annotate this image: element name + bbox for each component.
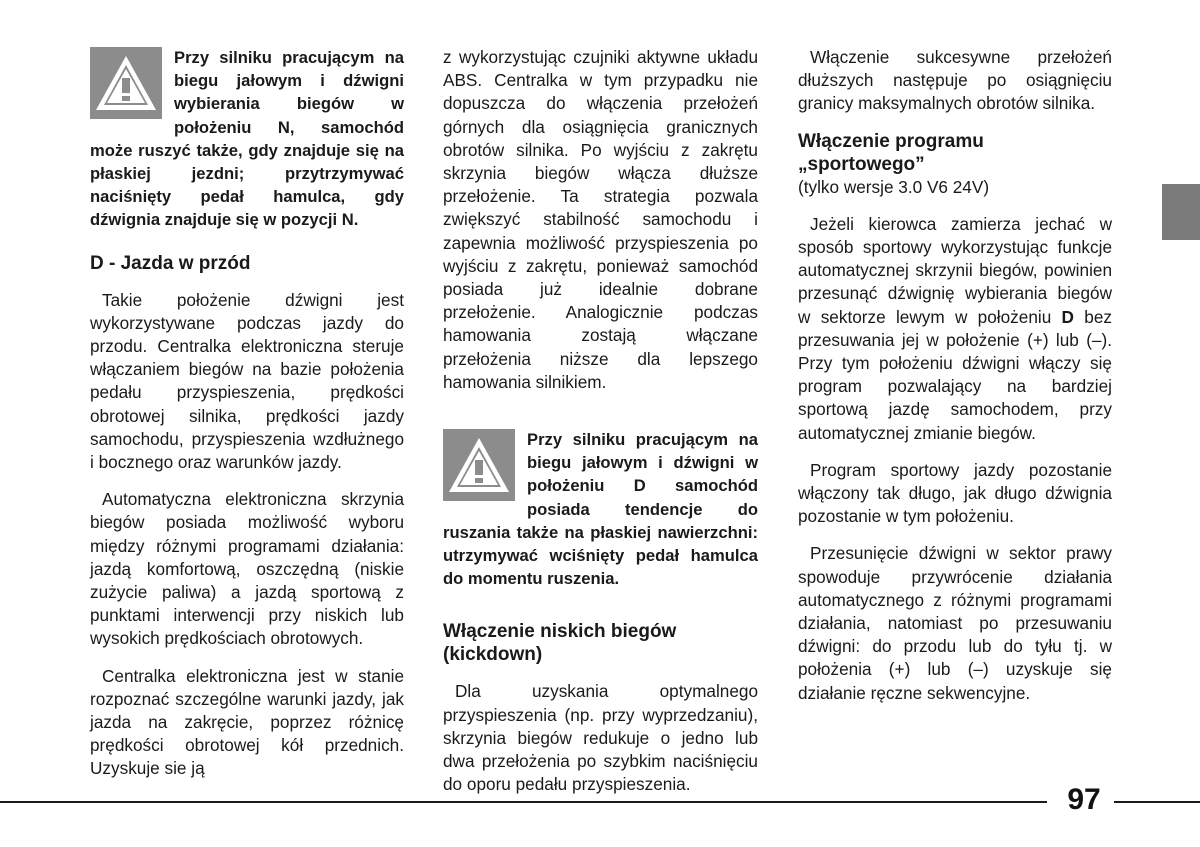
warning-block: [443, 428, 758, 590]
warning-text: Przy silniku pracującym na biegu jałowym i dźwigni wybierania biegów w położeniu N, samochód może ruszyć także, gdy znajduje się na płaskiej jezdni; przytrzymywać naciśnięty pedał hamulca, gdy dźwignia znajduje się w pozycji N.: [90, 48, 404, 230]
paragraph: Przesunięcie dźwigni w sektor prawy spowoduje przywrócenie działania automatycznego z różnymi programami działania, natomiast po przesuwaniu dźwigni: do przodu lub do tyłu tj. w położenia (+) lub (–) uzyskuje się działanie ręczne sekwencyjne.: [798, 543, 1112, 703]
warning-triangle-icon: [443, 429, 515, 501]
footer-rule-left: [0, 801, 1047, 803]
column-middle: [443, 46, 758, 796]
paragraph: Dla uzyskania optymalnego przyspieszenia (np. przy wyprzedzaniu), skrzynia biegów redukuje o jedno lub dwa przełożenia po szybkim naciśnięciu do oporu pedału przyspieszenia.: [443, 681, 758, 795]
section-heading-sport-line2: „sportowego”: [798, 153, 925, 175]
paragraph: Centralka elektroniczna jest w stanie rozpoznać szczególne warunki jazdy, jak jazda na zakręcie, poprzez różnicę prędkości obrotowej kół przednich. Uzyskuje sie ją: [90, 665, 404, 779]
warning-triangle-icon: [90, 47, 162, 119]
column-left: [90, 46, 404, 781]
paragraph: Program sportowy jazdy pozostanie włączony tak długo, jak długo dźwignia pozostanie w tym położeniu.: [798, 459, 1112, 527]
section-subheading: (tylko wersje 3.0 V6 24V): [798, 176, 990, 197]
page-number: 97: [1067, 783, 1101, 816]
section-tab-marker: [1162, 184, 1200, 240]
section-heading-d: D - Jazda w przód: [90, 252, 251, 274]
section-heading-sport: Włączenie programu: [798, 130, 984, 152]
footer-rule-right: [1114, 801, 1200, 803]
paragraph: Automatyczna elektroniczna skrzynia biegów posiada możliwość wyboru między różnymi programami działania: jazdą komfortową, oszczędną (niskie zużycie paliwa) a jazdą sportową z punktami interwencji przy niskich lub wysokich prędkościach obrotowych.: [90, 489, 404, 649]
warning-text: Przy silniku pracującym na biegu jałowym i dźwigni w położeniu D samochód posiada tendencje do ruszania także na płaskiej nawierzchni: utrzymywać wciśnięty pedał hamulca do momentu ruszenia.: [443, 430, 758, 589]
column-right: [798, 46, 1112, 705]
paragraph: Włączenie sukcesywne przełożeń dłuższych następuje po osiągnięciu granicy maksymalnych obrotów silnika.: [798, 47, 1112, 114]
warning-block: [90, 46, 404, 232]
paragraph: Jeżeli kierowca zamierza jechać w sposób sportowy wykorzystując funkcje automatycznej skrzynii biegów, powinien przesunąć dźwignię wybierania biegów w sektorze lewym w położeniu D bez przesuwania jej w położenie (+) lub (–). Przy tym położeniu dźwigni włączy się program pozwalający na bardziej sportową jazdę samochodem, przy automatycznej zmianie biegów.: [798, 213, 1112, 443]
section-heading-kickdown: Włączenie niskich biegów (kickdown): [443, 621, 677, 666]
paragraph: z wykorzystując czujniki aktywne układu ABS. Centralka w tym przypadku nie dopuszcza do włączenia przełożeń górnych dla osiągnięcia granicznych obrotów silnika. Po wyjściu z zakrętu skrzynia biegów włącza dłuższe przełożenie. Ta strategia pozwala zwiększyć stabilność samochodu i zapewnia możliwość przyspieszenia po wyjściu z zakrętu, ponieważ samochód posiada już idealnie dobrane przełożenie. Analogicznie podczas hamowania zostają włączane przełożenia niższe dla lepszego hamowania silnikiem.: [443, 47, 758, 392]
paragraph: Takie położenie dźwigni jest wykorzystywane podczas jazdy do przodu. Centralka elektroniczna steruje włączaniem biegów na bazie położenia pedału przyspieszenia, prędkości obrotowej silnika, prędkości jazdy samochodu, przyspieszenia wzdłużnego i bocznego oraz warunków jazdy.: [90, 289, 404, 473]
position-d-label: D: [1061, 306, 1074, 327]
